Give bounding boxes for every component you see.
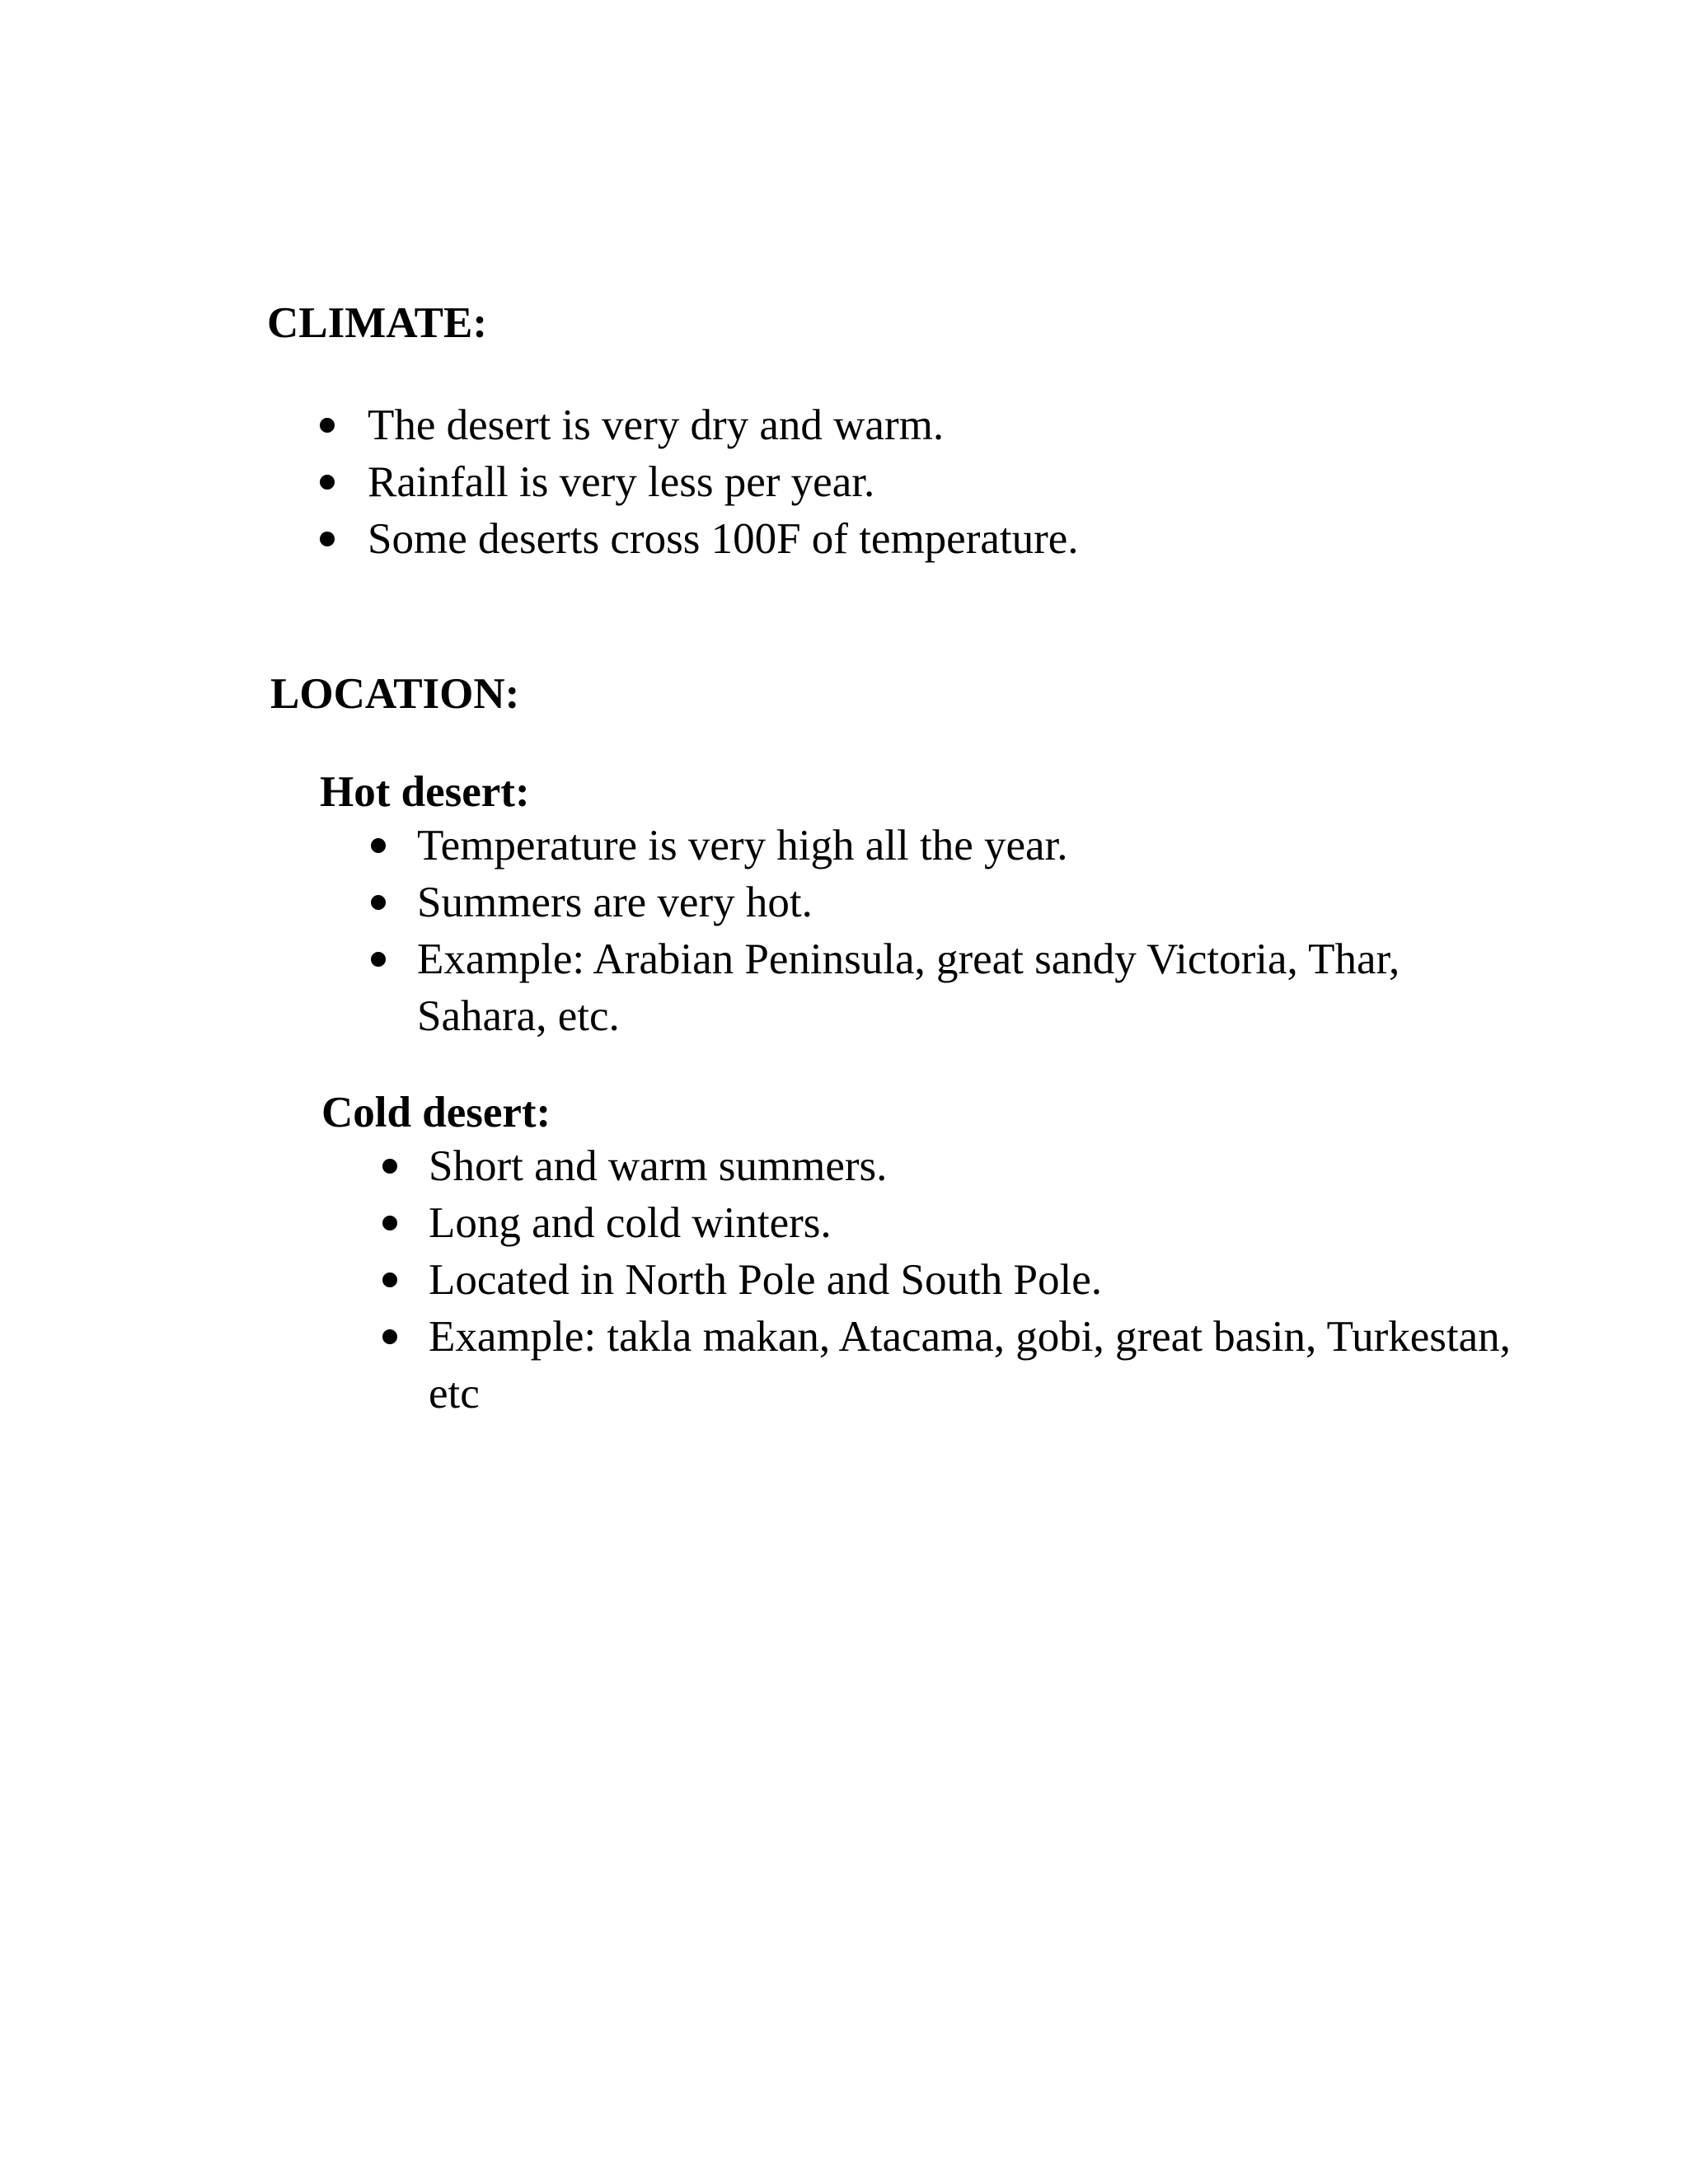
climate-list [368, 397, 1439, 568]
bullet-icon [320, 418, 335, 433]
list-item: Located in North Pole and South Pole. [429, 1252, 1541, 1309]
hot-desert-list [417, 818, 1447, 1045]
list-item: Summers are very hot. [417, 874, 1447, 931]
bullet-icon [371, 952, 386, 967]
bullet-icon [382, 1272, 397, 1287]
list-item: Temperature is very high all the year. [417, 818, 1447, 874]
list-item: Some deserts cross 100F of temperature. [368, 511, 1439, 568]
list-item: Rainfall is very less per year. [368, 454, 1439, 511]
cold-desert-heading: Cold desert: [321, 1089, 551, 1137]
bullet-icon [382, 1329, 397, 1344]
climate-heading: CLIMATE: [267, 299, 487, 347]
bullet-icon [320, 532, 335, 546]
hot-desert-heading: Hot desert: [320, 768, 530, 816]
bullet-icon [320, 475, 335, 490]
bullet-icon [382, 1159, 397, 1174]
bullet-icon [382, 1216, 397, 1230]
list-item: The desert is very dry and warm. [368, 397, 1439, 454]
location-heading: LOCATION: [270, 670, 520, 718]
cold-desert-list [429, 1138, 1541, 1422]
bullet-icon [371, 838, 386, 853]
list-item: Long and cold winters. [429, 1195, 1541, 1252]
list-item: Example: takla makan, Atacama, gobi, great basin, Turkestan, etc [429, 1309, 1541, 1422]
list-item: Example: Arabian Peninsula, great sandy Victoria, Thar, Sahara, etc. [417, 931, 1447, 1045]
list-item: Short and warm summers. [429, 1138, 1541, 1195]
bullet-icon [371, 895, 386, 910]
